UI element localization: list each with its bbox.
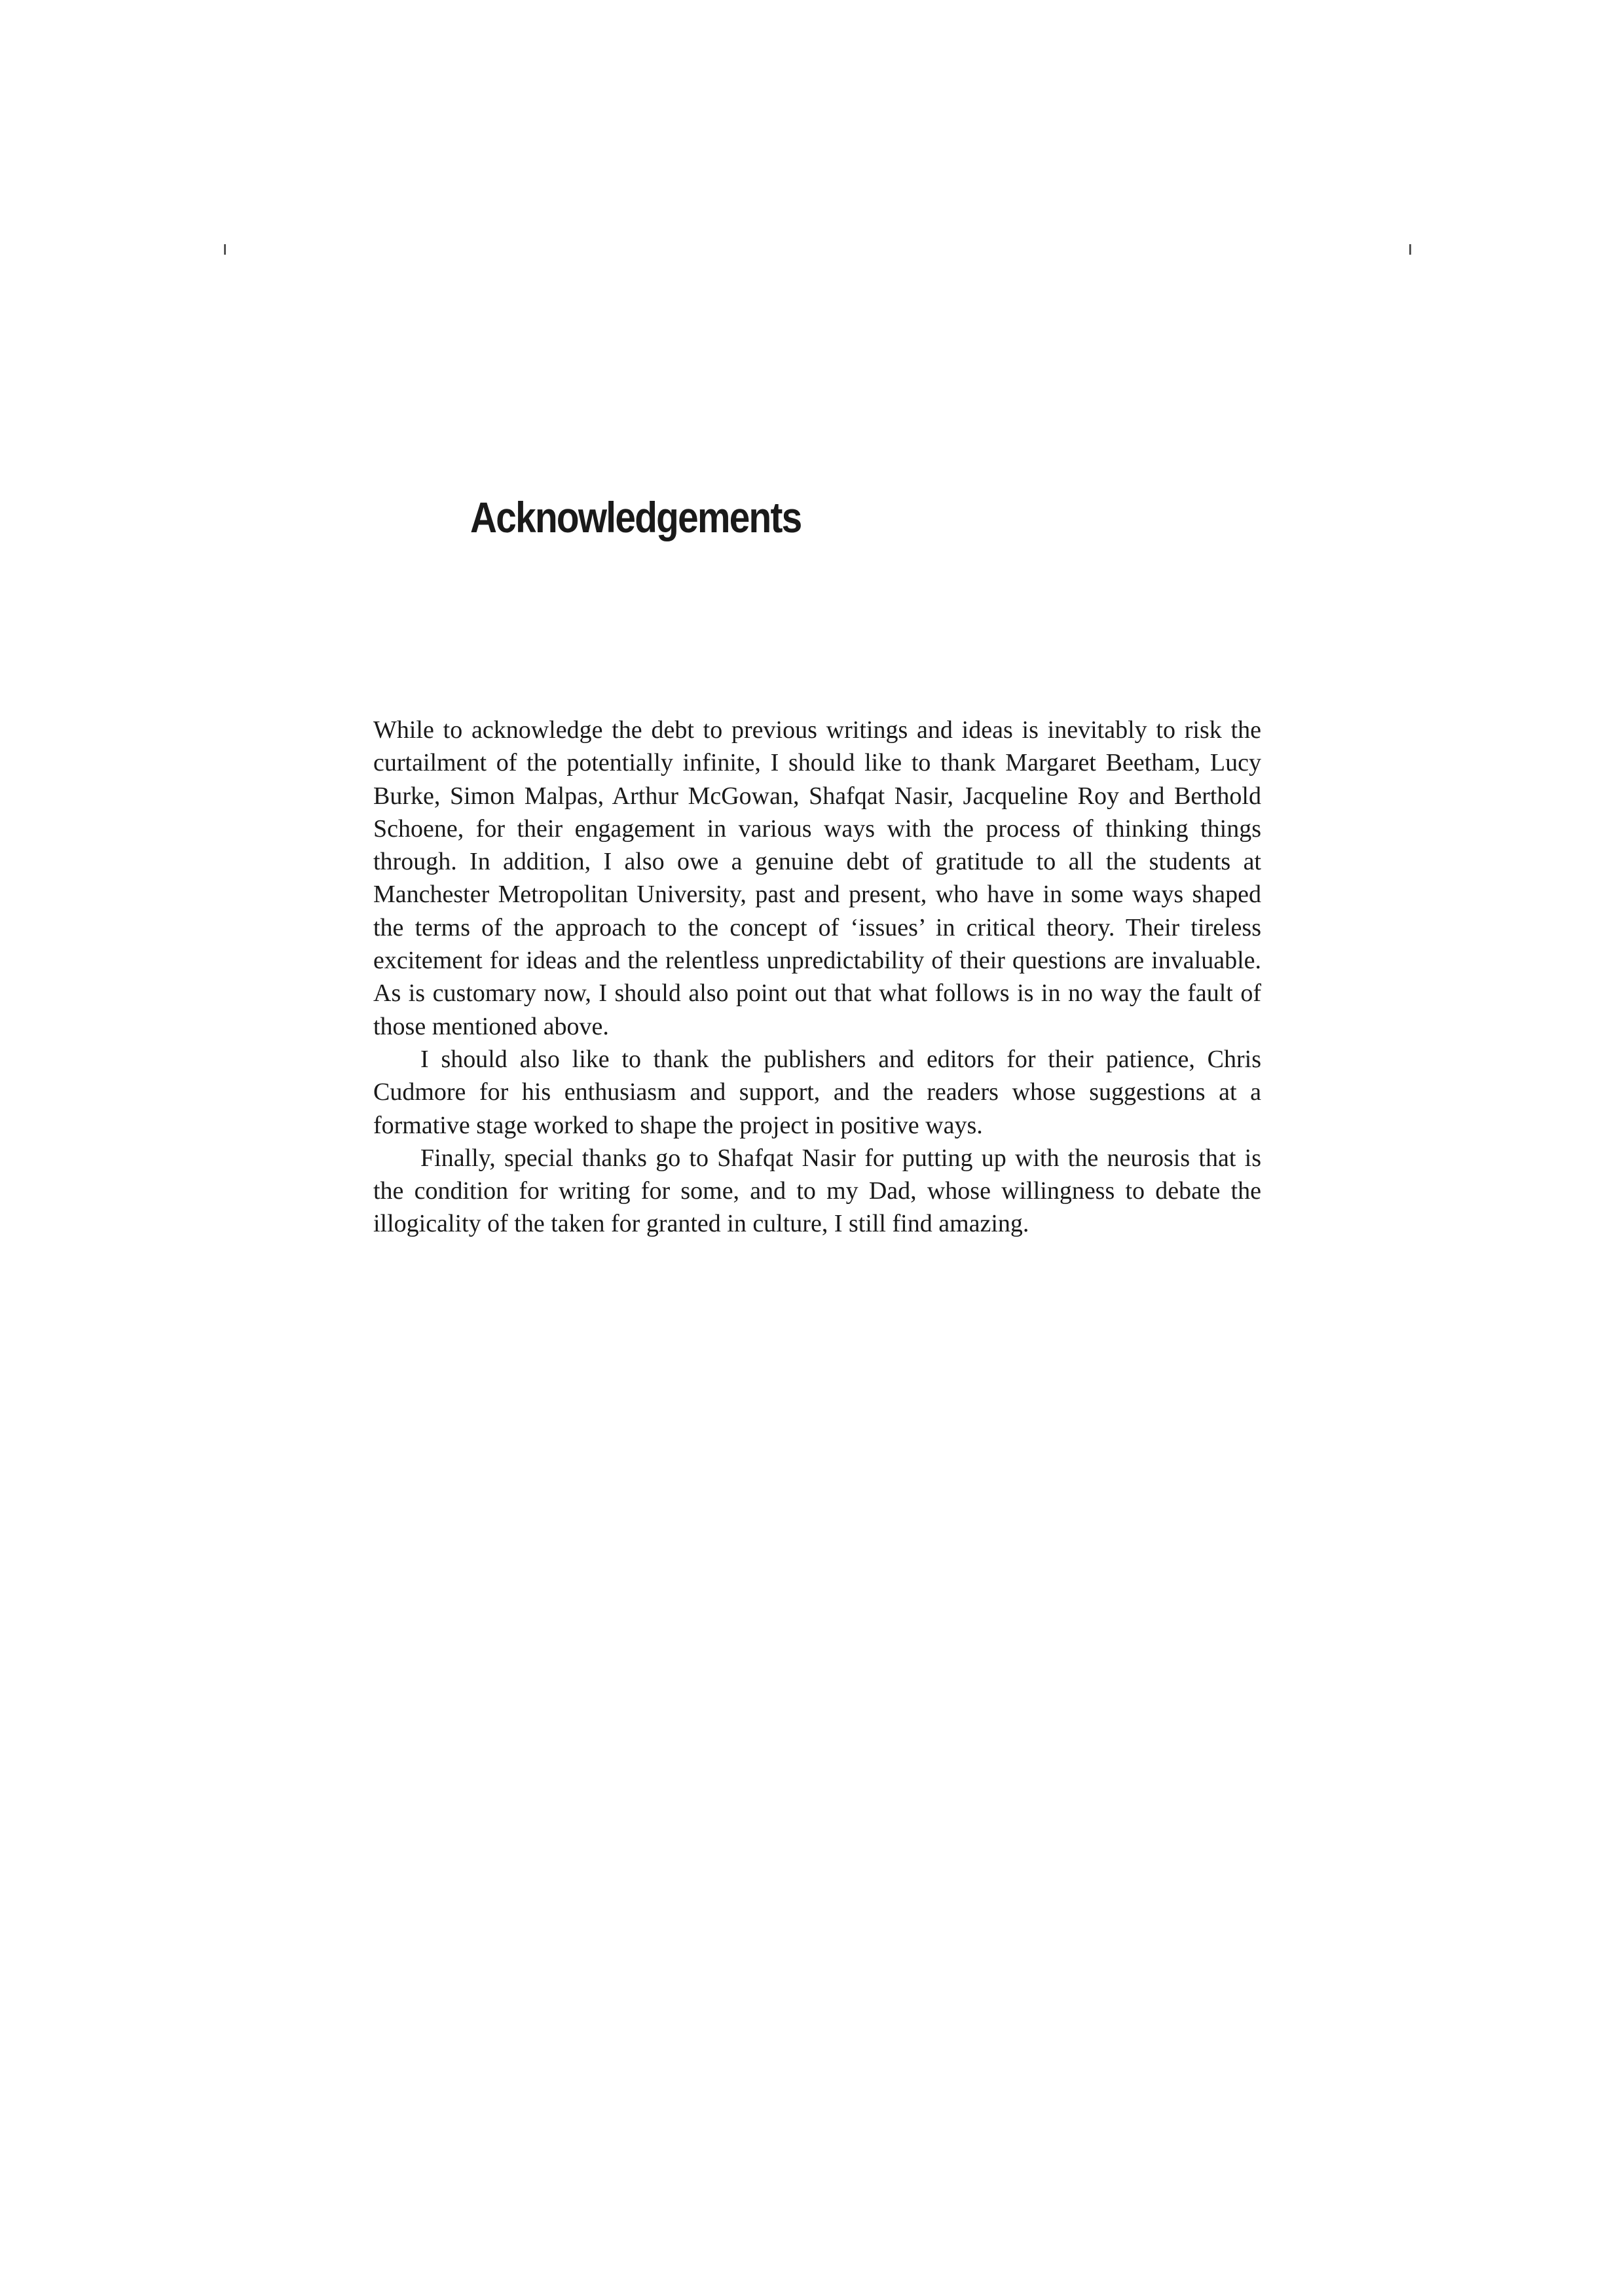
paragraph-1: While to acknowledge the debt to previous writings and ideas is inevitably to risk the curtailment of the potentially infinite, I should like to thank Margaret Beetham, Lucy Burke, Simon Malpas, Arthur McGowan, Shafqat Nasir, Jacqueline Roy and Berthold Schoene, for their engagement in various ways with the process of thinking things through. In addition, I also owe a genuine debt of gratitude to all the students at Manchester Metropolitan University, past and present, who have in some ways shaped the terms of the approach to the concept of ‘issues’ in critical theory. Their tireless excitement for ideas and the relentless unpredictability of their questions are invaluable. As is customary now, I should also point out that what follows is in no way the fault of those mentioned above. (373, 716, 1261, 1040)
paragraph-3: Finally, special thanks go to Shafqat Nasir for putting up with the neurosis that is the condition for writing for some, and to my Dad, whose willingness to debate the illogicality of the taken for granted in culture, I still find amazing. (373, 1144, 1261, 1238)
acknowledgements-body (373, 714, 1261, 1241)
paragraph-2: I should also like to thank the publishers and editors for their patience, Chris Cudmore for his enthusiasm and support, and the readers whose suggestions at a formative stage worked to shape the project in positive ways. (373, 1045, 1261, 1139)
crop-mark-left (224, 244, 226, 255)
page-title: Acknowledgements (470, 493, 802, 541)
crop-mark-right (1409, 244, 1411, 255)
